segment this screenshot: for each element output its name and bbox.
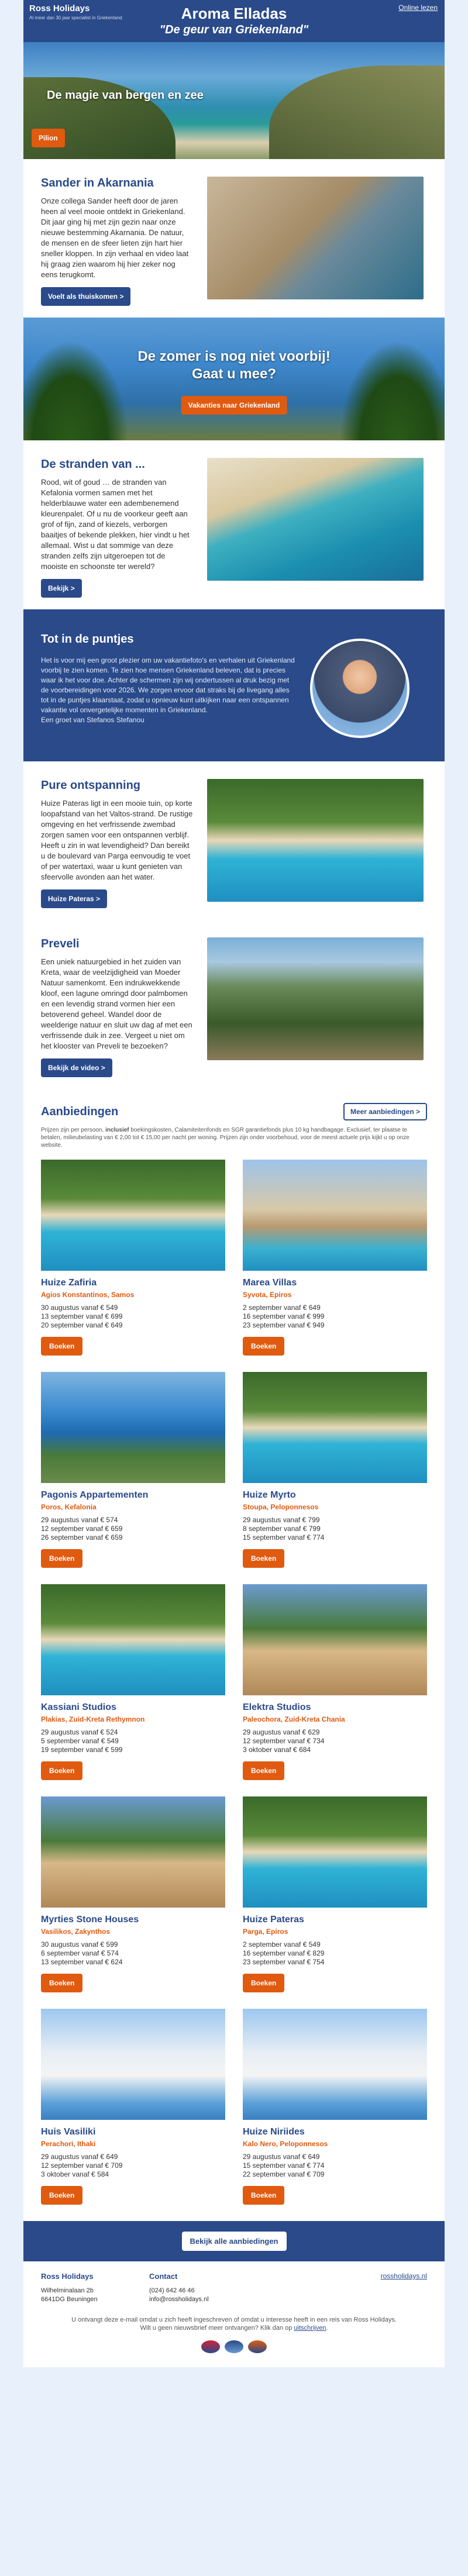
offer-date: 23 september vanaf € 949 bbox=[243, 1321, 325, 1329]
offer-date: 30 augustus vanaf € 599 bbox=[41, 1940, 118, 1949]
sander-title: Sander in Akarnania bbox=[41, 177, 154, 189]
offers-header bbox=[23, 1089, 445, 1124]
book-button[interactable]: Boeken bbox=[41, 1549, 82, 1568]
stefanos-portrait bbox=[310, 639, 410, 738]
unsubscribe-link[interactable]: uitschrijven bbox=[294, 2325, 326, 2332]
puntjes-sign: Een groet van Stefanos Stefanou bbox=[41, 716, 144, 724]
book-button[interactable]: Boeken bbox=[41, 2186, 82, 2205]
offer-card bbox=[243, 1584, 427, 1780]
newsletter bbox=[23, 0, 445, 2367]
book-button[interactable]: Boeken bbox=[41, 1761, 82, 1780]
offer-date: 29 augustus vanaf € 524 bbox=[41, 1728, 118, 1736]
offer-name[interactable]: Pagonis Appartementen bbox=[41, 1490, 149, 1500]
offer-image[interactable] bbox=[41, 2009, 225, 2120]
offer-image[interactable] bbox=[41, 1160, 225, 1271]
pure-body: Huize Pateras ligt in een mooie tuin, op korte loopafstand van het Valtos-strand. De rustige omgeving en het verfrissende zwembad zorgen samen voor een ontspannen verblijf. Heeft u zin in wat levendigheid? Dan bereikt u de boulevard van Parga eenvoudig te voet of per watertaxi, waar u kunt genieten van sfeervolle avonden aan het water. bbox=[41, 799, 193, 881]
offers-title: Aanbiedingen bbox=[41, 1105, 119, 1118]
preveli-title: Preveli bbox=[41, 937, 80, 950]
puntjes-body: Het is voor mij een groot plezier om uw vakantiefoto's en verhalen uit Griekenland voorbij te zien komen. Te zien hoe mensen Griekenland beleven, dat is precies waar ik het voor doe. Achter de schermen zijn wij ondertussen al druk bezig met de voorbereidingen voor 2026. We zorgen ervoor dat straks bij de livegang alles tot in de puntjes klaarstaat, zodat u opnieuw kunt uitkijken naar een ontspannen vakantie vol onvergetelijke momenten in Griekenland. bbox=[41, 656, 295, 714]
offer-date: 8 september vanaf € 799 bbox=[243, 1525, 321, 1533]
offer-date: 22 september vanaf € 709 bbox=[243, 2170, 325, 2178]
footer-phone[interactable]: (024) 642 46 46 bbox=[149, 2287, 195, 2294]
summer-line-1: De zomer is nog niet voorbij! bbox=[137, 349, 331, 364]
offer-name[interactable]: Huize Myrto bbox=[243, 1490, 296, 1500]
trust-badges bbox=[23, 2340, 445, 2367]
offers-note-bold: inclusief bbox=[105, 1127, 129, 1133]
all-offers-bar bbox=[23, 2221, 445, 2261]
offer-date: 15 september vanaf € 774 bbox=[243, 2161, 325, 2170]
read-online-link[interactable]: Online lezen bbox=[398, 4, 438, 12]
footer bbox=[23, 2261, 445, 2311]
offer-location: Agios Konstantinos, Samos bbox=[41, 1291, 135, 1299]
offer-card bbox=[41, 1796, 225, 1992]
pure-article bbox=[23, 761, 445, 920]
offer-date: 16 september vanaf € 999 bbox=[243, 1312, 325, 1320]
offer-date: 29 augustus vanaf € 574 bbox=[41, 1516, 118, 1524]
book-button[interactable]: Boeken bbox=[243, 1549, 284, 1568]
footer-company: Ross Holidays bbox=[41, 2272, 94, 2281]
offer-name[interactable]: Elektra Studios bbox=[243, 1702, 311, 1712]
offer-image[interactable] bbox=[243, 2009, 427, 2120]
offer-date: 6 september vanaf € 574 bbox=[41, 1949, 119, 1957]
sander-image[interactable] bbox=[207, 177, 424, 299]
unsubscribe-message: U ontvangt deze e-mail omdat u zich heeft ingeschreven of omdat u interesse heeft in een reis van Ross Holidays. Wilt u geen nieuwsbrief meer ontvangen? Klik dan op bbox=[71, 2316, 397, 2332]
offer-image[interactable] bbox=[41, 1372, 225, 1483]
offer-image[interactable] bbox=[243, 1584, 427, 1695]
book-button[interactable]: Boeken bbox=[41, 1974, 82, 1992]
offer-location: Plakias, Zuid-Kreta Rethymnon bbox=[41, 1715, 145, 1723]
offer-date: 26 september vanaf € 659 bbox=[41, 1533, 123, 1542]
stranden-image[interactable] bbox=[207, 458, 424, 581]
offer-name[interactable]: Myrties Stone Houses bbox=[41, 1915, 139, 1925]
offer-dates bbox=[243, 1516, 427, 1542]
offers-grid bbox=[23, 1160, 445, 2221]
offer-date: 12 september vanaf € 659 bbox=[41, 1525, 123, 1533]
offer-name[interactable]: Huize Zafiria bbox=[41, 1278, 97, 1288]
offer-dates bbox=[243, 1728, 427, 1754]
summer-banner bbox=[23, 318, 445, 440]
newsletter-title: Aroma Elladas bbox=[181, 5, 287, 22]
offer-location: Syvota, Epiros bbox=[243, 1291, 292, 1299]
offer-image[interactable] bbox=[243, 1372, 427, 1483]
vakanties-button[interactable]: Vakanties naar Griekenland bbox=[181, 396, 287, 415]
summer-headline bbox=[23, 348, 445, 383]
puntjes-title: Tot in de puntjes bbox=[41, 633, 134, 646]
footer-email[interactable]: info@rossholidays.nl bbox=[149, 2296, 209, 2303]
offer-location: Stoupa, Peloponnesos bbox=[243, 1503, 319, 1511]
preveli-article bbox=[23, 920, 445, 1089]
offer-date: 12 september vanaf € 709 bbox=[41, 2161, 123, 2170]
newsletter-subtitle: "De geur van Griekenland" bbox=[159, 23, 309, 36]
offer-date: 19 september vanaf € 599 bbox=[41, 1746, 123, 1754]
offer-date: 29 augustus vanaf € 629 bbox=[243, 1728, 320, 1736]
offers-note-part-1: Prijzen zijn per persoon, bbox=[41, 1127, 104, 1133]
summer-line-2: Gaat u mee? bbox=[191, 366, 277, 382]
offer-image[interactable] bbox=[243, 1796, 427, 1908]
all-offers-button[interactable]: Bekijk alle aanbiedingen bbox=[182, 2232, 287, 2251]
offer-image[interactable] bbox=[41, 1584, 225, 1695]
offer-date: 30 augustus vanaf € 549 bbox=[41, 1303, 118, 1312]
offer-date: 2 september vanaf € 649 bbox=[243, 1303, 321, 1312]
pilion-button[interactable]: Pilion bbox=[32, 129, 65, 147]
offer-date: 16 september vanaf € 829 bbox=[243, 1949, 325, 1957]
stranden-button[interactable]: Bekijk > bbox=[41, 579, 82, 598]
offer-name[interactable]: Huize Pateras bbox=[243, 1915, 304, 1925]
offer-date: 13 september vanaf € 699 bbox=[41, 1312, 123, 1320]
pure-image[interactable] bbox=[207, 779, 424, 902]
calamiteitenfonds-badge-icon bbox=[225, 2340, 243, 2353]
offer-date: 12 september vanaf € 734 bbox=[243, 1737, 325, 1745]
stranden-title: De stranden van ... bbox=[41, 458, 145, 471]
offer-name[interactable]: Kassiani Studios bbox=[41, 1702, 116, 1712]
offer-date: 2 september vanaf € 549 bbox=[243, 1940, 321, 1949]
offer-dates bbox=[243, 1303, 427, 1330]
sander-article bbox=[23, 159, 445, 318]
preveli-video-button[interactable]: Bekijk de video > bbox=[41, 1058, 112, 1077]
pateras-button[interactable]: Huize Pateras > bbox=[41, 889, 107, 908]
offer-card bbox=[41, 2009, 225, 2205]
offer-dates bbox=[41, 1303, 225, 1330]
unsubscribe-text: U ontvangt deze e-mail omdat u zich heeft ingeschreven of omdat u interesse heeft in een reis van Ross Holidays. Wilt u geen nieuwsbrief meer ontvangen? Klik dan op uitschrijven. bbox=[71, 2316, 397, 2332]
offer-card bbox=[243, 1160, 427, 1356]
book-button[interactable]: Boeken bbox=[41, 1337, 82, 1356]
offer-date: 3 oktober vanaf € 684 bbox=[243, 1746, 311, 1754]
book-button[interactable]: Boeken bbox=[243, 1761, 284, 1780]
sgr-badge-icon bbox=[201, 2340, 220, 2353]
offer-date: 20 september vanaf € 649 bbox=[41, 1321, 123, 1329]
offer-location: Vasilikos, Zakynthos bbox=[41, 1927, 111, 1936]
offer-location: Perachori, Ithaki bbox=[41, 2140, 96, 2148]
offers-note-part-2: boekingskosten, Calamiteitenfonds en SGR garantiefonds plus 10 kg handbagage. Exclusief, ter plaatse te betalen, milieubelasting van € 2,00 tot € 15,00 per nacht per woning. Prijzen zijn onder voorbehoud, voor de meest actuele prijs kijkt u op onze website. bbox=[41, 1127, 410, 1149]
sander-body: Onze collega Sander heeft door de jaren heen al veel mooie ontdekt in Griekenland. Dit jaar ging hij met zijn gezin naar onze nieuwe bestemming Akarnania. De natuur, de mensen en de sfeer lieten zijn hart hier sneller kloppen. In zijn verhaal en video laat hij graag zien waarom hij hier zeker nog eens terugkomt. bbox=[41, 196, 189, 279]
stranden-article bbox=[23, 440, 445, 609]
offer-date: 29 augustus vanaf € 649 bbox=[41, 2153, 118, 2161]
footer-website-link[interactable]: rossholidays.nl bbox=[380, 2272, 427, 2280]
preveli-body: Een uniek natuurgebied in het zuiden van Kreta, waar de veelzijdigheid van Moeder Natuur samenkomt. Een indrukwekkende kloof, een lagune omringd door palmbomen en een levendig strand vormen hier een betoverend geheel. Wandel door de weelderige natuur en sluit uw dag af met een verfrissende duik in zee. Vergeet u niet om het klooster van Preveli te bezoeken? bbox=[41, 957, 192, 1050]
offer-location: Parga, Epiros bbox=[243, 1927, 288, 1936]
offers-note bbox=[23, 1124, 445, 1160]
header bbox=[23, 0, 445, 42]
pure-title: Pure ontspanning bbox=[41, 779, 140, 792]
hero-headline: De magie van bergen en zee bbox=[47, 89, 204, 102]
puntjes-section bbox=[23, 609, 445, 761]
offer-date: 29 augustus vanaf € 649 bbox=[243, 2153, 320, 2161]
offer-card bbox=[243, 1372, 427, 1568]
offer-dates bbox=[41, 2153, 225, 2179]
offer-name[interactable]: Huis Vasiliki bbox=[41, 2127, 96, 2137]
offer-location: Poros, Kefalonia bbox=[41, 1503, 97, 1511]
footer-address-2: 6641DG Beuningen bbox=[41, 2296, 98, 2303]
offer-dates bbox=[41, 1940, 225, 1967]
offer-dates bbox=[41, 1728, 225, 1754]
offer-dates bbox=[243, 2153, 427, 2179]
offer-location: Kalo Nero, Peloponnesos bbox=[243, 2140, 328, 2148]
footer-address-1: Wilhelminalaan 2b bbox=[41, 2287, 94, 2294]
offer-name[interactable]: Marea Villas bbox=[243, 1278, 297, 1288]
stranden-body: Rood, wit of goud … de stranden van Kefalonia vormen samen met het helderblauwe water een adembenemend kleurenpalet. Of u nu de voorkeur geeft aan grof of fijn, zand of kiezels, verborgen baaitjes of bekende plekken, hier vindt u het allemaal. Wist u dat sommige van deze stranden zelfs zijn uitgeroepen tot de mooiste en schoonste ter wereld? bbox=[41, 478, 190, 571]
offer-date: 3 oktober vanaf € 584 bbox=[41, 2170, 109, 2178]
footer-contact-title: Contact bbox=[149, 2272, 178, 2281]
offer-dates bbox=[243, 1940, 427, 1967]
offer-image[interactable] bbox=[41, 1796, 225, 1908]
offer-card bbox=[41, 1160, 225, 1356]
offer-card bbox=[41, 1584, 225, 1780]
offer-date: 13 september vanaf € 624 bbox=[41, 1958, 123, 1966]
offer-location: Paleochora, Zuid-Kreta Chania bbox=[243, 1715, 345, 1723]
anvr-badge-icon bbox=[248, 2340, 267, 2353]
book-button[interactable]: Boeken bbox=[243, 1974, 284, 1992]
offer-date: 15 september vanaf € 774 bbox=[243, 1533, 325, 1542]
offer-date: 5 september vanaf € 549 bbox=[41, 1737, 119, 1745]
book-button[interactable]: Boeken bbox=[243, 1337, 284, 1356]
offer-card bbox=[243, 1796, 427, 1992]
preveli-image[interactable] bbox=[207, 937, 424, 1060]
logo-tagline: Al meer dan 30 jaar specialist in Griekenland bbox=[29, 15, 122, 20]
logo[interactable]: Ross Holidays bbox=[29, 4, 90, 13]
sander-button[interactable]: Voelt als thuiskomen > bbox=[41, 287, 130, 306]
offer-dates bbox=[41, 1516, 225, 1542]
hero-banner bbox=[23, 42, 445, 159]
offer-date: 29 augustus vanaf € 799 bbox=[243, 1516, 320, 1524]
more-offers-button[interactable]: Meer aanbiedingen > bbox=[343, 1103, 427, 1120]
offer-name[interactable]: Huize Niriides bbox=[243, 2127, 305, 2137]
offer-image[interactable] bbox=[243, 1160, 427, 1271]
offer-date: 23 september vanaf € 754 bbox=[243, 1958, 325, 1966]
offer-card bbox=[243, 2009, 427, 2205]
offer-card bbox=[41, 1372, 225, 1568]
book-button[interactable]: Boeken bbox=[243, 2186, 284, 2205]
